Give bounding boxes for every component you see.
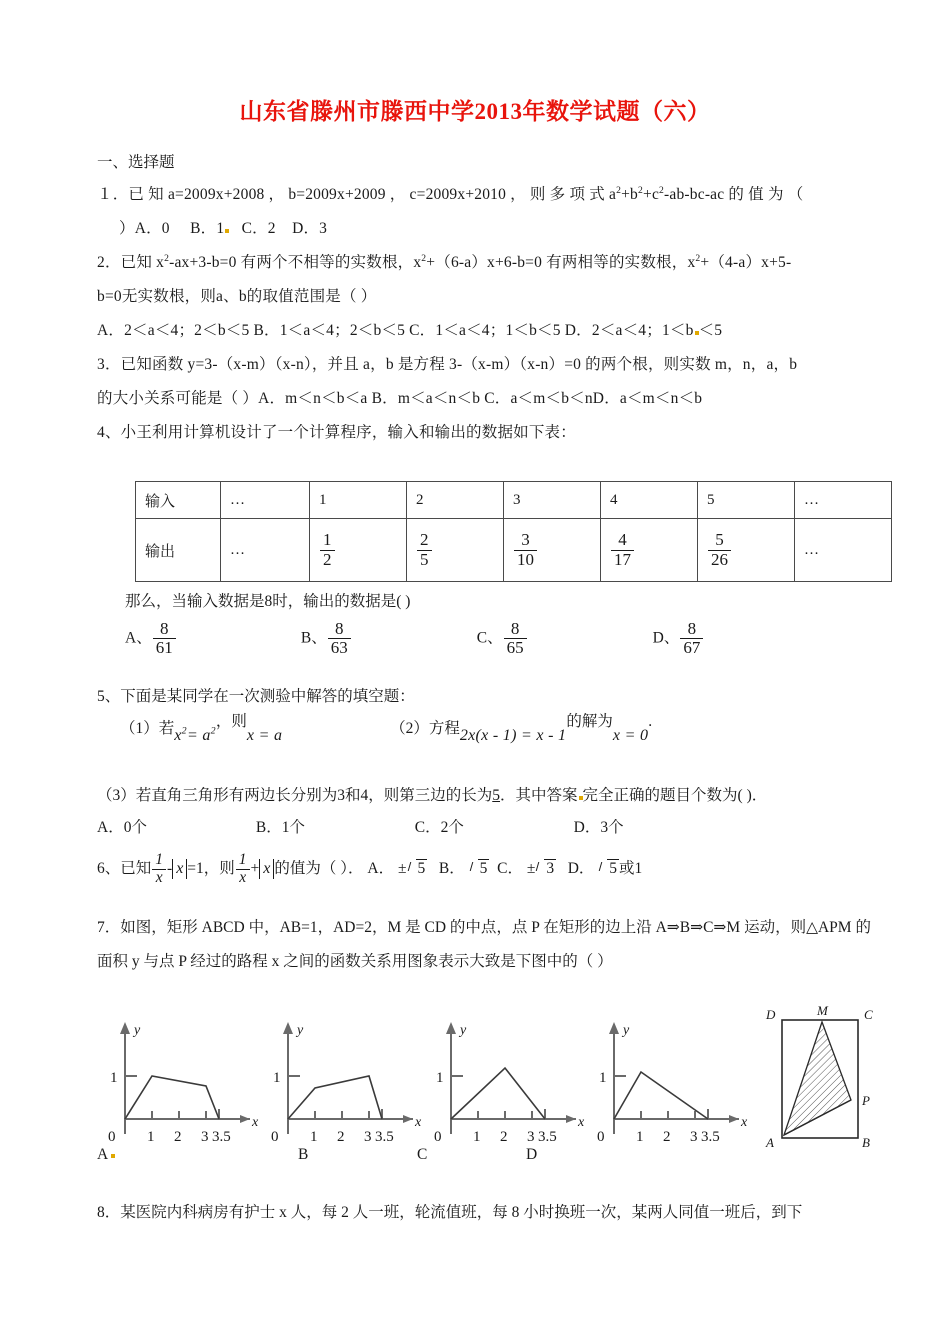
- fraction: [236, 852, 250, 886]
- label-B: B: [862, 1135, 870, 1150]
- question-4-stem: 4、小王利用计算机设计了一个计算程序，输入和输出的数据如下表：: [97, 424, 576, 441]
- q5-option-a[interactable]: A．0个: [97, 819, 147, 836]
- fraction-numerator: 1: [238, 851, 247, 868]
- question-1-options: [97, 212, 887, 246]
- q1-text-part1: １．已 知 a=2009x+2008 ， b=2009x+2009 ， c=2009x+2010 ， 则 多 项 式 a: [97, 186, 617, 203]
- cell-output-1: [310, 519, 407, 582]
- graph-c-curve: [451, 1068, 545, 1119]
- fraction-numerator: 8: [510, 619, 520, 638]
- cell-input-4: 4: [601, 482, 698, 519]
- table-row: [136, 482, 892, 519]
- q2-sup-3: 2: [695, 252, 701, 264]
- fraction-denominator: 2: [320, 550, 335, 569]
- fraction: [514, 531, 537, 569]
- x-tick-label-1: 1: [147, 1129, 155, 1145]
- question-5-options: [97, 815, 897, 837]
- label-A: A: [766, 1135, 774, 1150]
- highlight-dot: [225, 229, 229, 233]
- sqrt-icon: 5: [469, 858, 490, 878]
- x-axis-label: x: [252, 1115, 259, 1130]
- fraction-denominator: 67: [680, 638, 703, 657]
- sqrt-icon: 5: [598, 858, 619, 878]
- x-tick-label-1: 1: [473, 1129, 481, 1145]
- q1-option-b[interactable]: B．1: [190, 220, 225, 237]
- calc-program-table-wrap: [135, 481, 892, 582]
- q1-option-c[interactable]: C．2: [241, 220, 276, 237]
- q2-text-part4: +（4-a）x+5-: [700, 254, 792, 271]
- q6-minus: -: [167, 859, 173, 877]
- graph-option-a: [100, 1004, 265, 1146]
- question-2-line-1: [97, 246, 887, 280]
- rectangle-abcd-figure: [760, 1000, 885, 1155]
- q7-option-a[interactable]: A: [97, 1146, 109, 1163]
- fraction-numerator: 1: [323, 530, 332, 550]
- question-5-sub1: [120, 713, 920, 744]
- question-7-figures: [100, 1004, 750, 1146]
- q5-sub2-math1: 2x(x - 1) = x - 1: [459, 727, 567, 744]
- q1-option-d[interactable]: D．3: [292, 220, 328, 237]
- q6-plus: +: [250, 859, 260, 877]
- fraction-denominator: 26: [708, 550, 731, 569]
- y-axis-arrow: [283, 1022, 293, 1034]
- q1-text-part3: +c: [643, 186, 660, 203]
- x-axis-label: x: [578, 1115, 585, 1130]
- graph-a-curve: [125, 1076, 219, 1119]
- x-tick-label-35: 3.5: [375, 1129, 394, 1145]
- q5-sub3-text: （3）若直角三角形有两边长分别为3和4，则第三边的长为: [97, 787, 493, 804]
- cell-input-label: 输入: [136, 482, 221, 519]
- fraction: [680, 620, 703, 658]
- q1-sup-1: 2: [616, 184, 622, 196]
- q5-sub1-math1: $x^2= a^2$: [174, 725, 216, 744]
- q6-eq1: =1，则: [187, 859, 235, 877]
- q7-option-d[interactable]: D: [526, 1146, 538, 1163]
- rectangle-figure-svg: [760, 1000, 885, 1150]
- x-tick-label-3: 3: [201, 1129, 209, 1145]
- question-5-sub3: [97, 783, 917, 805]
- q6-option-a[interactable]: A． ± 5: [367, 859, 426, 877]
- question-1-line-1: [97, 178, 887, 212]
- graph-option-c: [426, 1004, 591, 1146]
- fraction-numerator: 5: [715, 530, 724, 550]
- q6-option-d[interactable]: D． 5 或1: [567, 859, 643, 877]
- q4-option-d[interactable]: [653, 620, 825, 658]
- fraction: [417, 531, 432, 569]
- question-4-options: [125, 620, 825, 658]
- question-7-line-2: 面积 y 与点 P 经过的路程 x 之间的函数关系用图象表示大致是下图中的（ ）: [97, 953, 613, 970]
- q2-text-part1: 2．已知 x: [97, 254, 165, 271]
- q2-options-text[interactable]: A．2＜a＜4；2＜b＜5 B．1＜a＜4；2＜b＜5 C．1＜a＜4；1＜b＜5 D．2＜a＜4；1＜b: [97, 322, 694, 339]
- q2-sup-2: 2: [421, 252, 427, 264]
- document-body: [97, 148, 887, 450]
- fraction: [611, 531, 634, 569]
- sqrt-icon: 5: [407, 858, 428, 878]
- graph-d-svg: [589, 1004, 754, 1146]
- q5-sub2-math2: x = 0: [612, 727, 649, 744]
- fraction-denominator: 63: [328, 638, 351, 657]
- graph-b-curve: [288, 1076, 382, 1119]
- y-axis-arrow: [446, 1022, 456, 1034]
- q3-text: 3．已知函数 y=3-（x-m）（x-n），并且 a，b 是方程 3-（x-m）（x-n）=0 的两个根，则实数 m，n，a，b: [97, 356, 798, 373]
- q5-option-b[interactable]: B．1个: [255, 819, 305, 836]
- q1-option-a[interactable]: ）A．0: [119, 220, 170, 237]
- x-tick-label-0: 0: [597, 1129, 605, 1145]
- q1-sup-2: 2: [638, 184, 643, 196]
- x-tick-label-35: 3.5: [538, 1129, 557, 1145]
- cell-output-3: [504, 519, 601, 582]
- q6-option-c[interactable]: C． ± 3: [497, 859, 555, 877]
- q5-sub1-mid: ，则: [215, 713, 247, 730]
- label-M: M: [817, 1003, 828, 1018]
- fraction: [153, 620, 176, 658]
- fraction-numerator: 8: [334, 619, 344, 638]
- fraction-numerator: 4: [618, 530, 627, 550]
- question-2-options: [97, 314, 887, 348]
- q4-option-b-label: B、: [300, 629, 327, 647]
- x-tick-label-3: 3: [527, 1129, 535, 1145]
- question-2-line-2: b=0无实数根，则a、b的取值范围是（ ）: [97, 288, 377, 305]
- fraction-numerator: 2: [420, 530, 429, 550]
- x-tick-label-2: 2: [337, 1129, 345, 1145]
- q5-sub2-prefix: （2）方程: [390, 720, 460, 737]
- label-D: D: [766, 1007, 776, 1022]
- q5-sub1-prefix: （1）若: [120, 720, 175, 737]
- x-axis-arrow: [403, 1115, 413, 1123]
- fraction-denominator: 17: [611, 550, 634, 569]
- label-P: P: [862, 1093, 870, 1108]
- x-tick-label-1: 1: [310, 1129, 318, 1145]
- fraction: [320, 531, 335, 569]
- sqrt-icon: 3: [535, 858, 556, 878]
- calc-program-table: [135, 481, 892, 582]
- cell-output-label: 输出: [136, 519, 221, 582]
- fraction-numerator: 1: [155, 851, 164, 868]
- q2-text-part2: -ax+3-b=0 有两个不相等的实数根，x: [169, 254, 422, 271]
- q4-option-a-label: A、: [125, 629, 152, 647]
- fraction-numerator: 8: [159, 619, 169, 638]
- label-C: C: [864, 1007, 873, 1022]
- y-axis-label: y: [297, 1023, 304, 1038]
- fraction: [708, 531, 731, 569]
- x-tick-label-0: 0: [108, 1129, 116, 1145]
- q5-sub2-mid: 的解为: [566, 713, 613, 730]
- q6-prefix: 6、已知: [97, 859, 152, 877]
- cell-input-3: 3: [504, 482, 601, 519]
- question-8: 8．某医院内科病房有护士 x 人，每 2 人一班，轮流值班，每 8 小时换班一次，某两人同值一班后，到下: [97, 1204, 803, 1221]
- q7-option-b[interactable]: B: [298, 1146, 309, 1163]
- q3-options-text[interactable]: 的大小关系可能是（ ）A．m＜n＜b＜a B．m＜a＜n＜b C．a＜m＜b＜nD．a＜m＜n＜b: [97, 390, 703, 407]
- graph-a-svg: [100, 1004, 265, 1146]
- graph-b-svg: [263, 1004, 428, 1146]
- fraction-denominator: 5: [417, 550, 432, 569]
- q6-option-b[interactable]: B． 5: [438, 859, 488, 877]
- q4-option-d-label: D、: [652, 629, 680, 647]
- q4-option-b[interactable]: [301, 620, 473, 658]
- highlight-dot: [111, 1154, 115, 1158]
- graph-option-d: [589, 1004, 754, 1146]
- q5-option-c[interactable]: C．2个: [414, 819, 464, 836]
- y-axis-arrow: [609, 1022, 619, 1034]
- x-axis-label: x: [741, 1115, 748, 1130]
- fraction-denominator: x: [152, 869, 166, 887]
- x-tick-label-35: 3.5: [212, 1129, 231, 1145]
- q5-sub1-math2: x = a: [246, 727, 283, 744]
- q6-abs-2: x: [259, 859, 274, 879]
- x-tick-label-2: 2: [174, 1129, 182, 1145]
- section-heading: 一、选择题: [97, 154, 175, 171]
- x-tick-label-0: 0: [271, 1129, 279, 1145]
- y-axis-arrow: [120, 1022, 130, 1034]
- cell-input-1: 1: [310, 482, 407, 519]
- question-3-line-2: [97, 382, 887, 416]
- x-axis-arrow: [729, 1115, 739, 1123]
- fraction: [152, 852, 166, 886]
- x-tick-label-35: 3.5: [701, 1129, 720, 1145]
- y-axis-label: y: [623, 1023, 630, 1038]
- q5-sub2-period: .: [648, 713, 653, 730]
- x-tick-label-2: 2: [500, 1129, 508, 1145]
- cell-output-2: [407, 519, 504, 582]
- q6-tail: 的值为（ ）．: [274, 859, 364, 877]
- question-4-followup: 那么，当输入数据是8时，输出的数据是( ): [125, 593, 411, 610]
- q5-option-d[interactable]: D．3个: [573, 819, 624, 836]
- question-6: [97, 852, 937, 886]
- x-axis-arrow: [566, 1115, 576, 1123]
- q6-abs-1: x: [172, 859, 187, 879]
- q2-options-tail[interactable]: ＜5: [698, 322, 723, 339]
- fraction: [328, 620, 351, 658]
- q1-text-part2: +b: [621, 186, 638, 203]
- cell-input-5: 5: [698, 482, 795, 519]
- question-5-stem: 5、下面是某同学在一次测验中解答的填空题：: [97, 688, 415, 705]
- fraction-denominator: x: [236, 869, 250, 887]
- fraction-numerator: 3: [521, 530, 530, 550]
- cell-input-ellipsis-left: …: [221, 482, 310, 519]
- y-tick-label-1: 1: [436, 1070, 444, 1086]
- fraction-denominator: 65: [504, 638, 527, 657]
- fraction-denominator: 10: [514, 550, 537, 569]
- table-row: [136, 519, 892, 582]
- x-axis-arrow: [240, 1115, 250, 1123]
- x-tick-label-0: 0: [434, 1129, 442, 1145]
- graph-c-svg: [426, 1004, 591, 1146]
- x-tick-label-3: 3: [364, 1129, 372, 1145]
- y-axis-label: y: [134, 1023, 141, 1038]
- q5-sub3-answer: 5: [492, 787, 501, 804]
- x-tick-label-1: 1: [636, 1129, 644, 1145]
- fraction-denominator: 61: [153, 638, 176, 657]
- graph-option-b: [263, 1004, 428, 1146]
- q1-sup-3: 2: [659, 184, 665, 196]
- x-tick-label-3: 3: [690, 1129, 698, 1145]
- page-title: 山东省滕州市滕西中学2013年数学试题（六）: [239, 99, 711, 124]
- cell-output-ellipsis-right: …: [795, 519, 892, 582]
- q1-text-part4: -ab-bc-ac 的 值 为 （: [664, 186, 804, 203]
- cell-input-2: 2: [407, 482, 504, 519]
- graph-d-curve: [614, 1072, 708, 1119]
- cell-output-ellipsis-left: …: [221, 519, 310, 582]
- q4-option-c-label: C、: [476, 629, 503, 647]
- cell-output-5: [698, 519, 795, 582]
- y-tick-label-1: 1: [110, 1070, 118, 1086]
- q4-option-a[interactable]: [125, 620, 297, 658]
- y-axis-label: y: [460, 1023, 467, 1038]
- cell-input-ellipsis-right: …: [795, 482, 892, 519]
- x-axis-label: x: [415, 1115, 422, 1130]
- fraction-numerator: 8: [687, 619, 697, 638]
- q4-option-c[interactable]: [477, 620, 649, 658]
- q2-text-part3: +（6-a）x+6-b=0 有两相等的实数根，x: [426, 254, 696, 271]
- fraction: [504, 620, 527, 658]
- question-3-line-1: [97, 348, 887, 382]
- q5-sub3-tail-b: 完全正确的题目个数为( )．: [582, 787, 768, 804]
- y-tick-label-1: 1: [599, 1070, 607, 1086]
- cell-output-4: [601, 519, 698, 582]
- q2-sup-1: 2: [164, 252, 170, 264]
- q5-sub3-tail-a: ．其中答案: [500, 787, 578, 804]
- q7-option-c[interactable]: C: [417, 1146, 428, 1163]
- question-7-line-1: 7．如图，矩形 ABCD 中，AB=1，AD=2，M 是 CD 的中点，点 P 在矩形的边上沿 A⇒B⇒C⇒M 运动，则△APM 的: [97, 919, 871, 936]
- y-tick-label-1: 1: [273, 1070, 281, 1086]
- x-tick-label-2: 2: [663, 1129, 671, 1145]
